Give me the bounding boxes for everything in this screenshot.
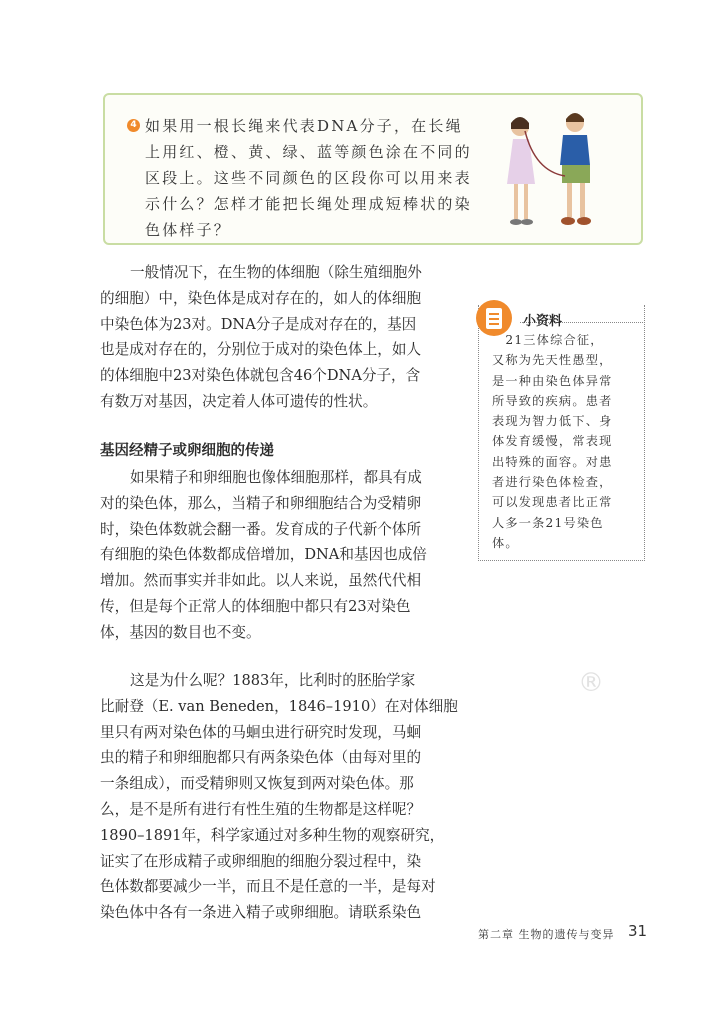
info-line: 所导致的疾病。患者 <box>492 393 613 408</box>
text-line: 有数万对基因，决定着人体可遗传的性状。 <box>100 392 378 410</box>
info-line: 人多一条21号染色 <box>492 515 604 530</box>
text-line: 体，基因的数目也不变。 <box>100 623 261 641</box>
paragraph-2 <box>100 465 470 646</box>
text-line: 时，染色体数就会翻一番。发育成的子代新个体所 <box>100 520 422 538</box>
text-line: 比耐登（E. van Beneden，1846–1910）在对体细胞 <box>100 697 458 715</box>
text-line: 虫的精子和卵细胞都只有两条染色体（由每对里的 <box>100 749 422 767</box>
text-line: 染色体中各有一条进入精子或卵细胞。请联系染色 <box>100 904 422 922</box>
activity-box <box>103 93 643 245</box>
activity-number: 4 <box>127 119 140 132</box>
info-line: 可以发现患者比正常 <box>492 495 613 510</box>
activity-text <box>145 113 472 243</box>
section-heading: 基因经精子或卵细胞的传递 <box>100 443 274 459</box>
text-line: 里只有两对染色体的马蛔虫进行研究时发现，马蛔 <box>100 723 422 741</box>
info-line: 表现为智力低下、身 <box>492 414 613 429</box>
text-line: 的体细胞中23对染色体就包含46个DNA分子，含 <box>100 367 421 385</box>
text-line: 证实了在形成精子或卵细胞的细胞分裂过程中，染 <box>100 852 422 870</box>
text-line: 传，但是每个正常人的体细胞中都只有23对染色 <box>100 597 411 615</box>
info-line: 是一种由染色体异常 <box>492 373 613 388</box>
paragraph-1 <box>100 260 470 415</box>
info-line: 又称为先天性愚型， <box>492 353 613 368</box>
text-line: 1890–1891年，科学家通过对多种生物的观察研究， <box>100 826 445 844</box>
chapter-footer: 第二章 生物的遗传与变异 <box>478 928 615 941</box>
activity-line: 示什么？怎样才能把长绳处理成短棒状的染 <box>145 195 472 213</box>
text-line: 如果精子和卵细胞也像体细胞那样，都具有成 <box>130 469 422 486</box>
text-line: 也是成对存在的，分别位于成对的染色体上，如人 <box>100 341 422 359</box>
text-line: 色体数都要减少一半，而且不是任意的一半，是每对 <box>100 878 436 896</box>
text-line: 对的染色体，那么，当精子和卵细胞结合为受精卵 <box>100 494 422 512</box>
text-line: 有细胞的染色体数都成倍增加，DNA和基因也成倍 <box>100 546 427 564</box>
info-box-title: 小资料 <box>523 314 563 329</box>
text-line: 这是为什么呢？1883年，比利时的胚胎学家 <box>130 672 416 689</box>
text-line: 的细胞）中，染色体是成对存在的，如人的体细胞 <box>100 289 422 307</box>
info-line: 出特殊的面容。对患 <box>492 454 613 469</box>
info-line: 体。 <box>492 535 519 550</box>
activity-line: 色体样子？ <box>145 221 232 239</box>
children-with-rope-illustration <box>495 109 605 233</box>
text-line: 一般情况下，在生物的体细胞（除生殖细胞外 <box>130 264 422 281</box>
activity-line: 上用红、橙、黄、绿、蓝等颜色涂在不同的 <box>145 143 472 161</box>
paragraph-3 <box>100 668 470 926</box>
info-line: 21三体综合征， <box>492 333 604 347</box>
page-number: 31 <box>628 922 648 940</box>
info-line: 者进行染色体检查， <box>492 475 613 490</box>
info-line: 体发育缓慢，常表现 <box>492 434 613 449</box>
activity-line: 如果用一根长绳来代表DNA分子，在长绳 <box>145 117 463 135</box>
activity-line: 区段上。这些不同颜色的区段你可以用来表 <box>145 169 472 187</box>
text-line: 增加。然而事实并非如此。以人来说，虽然代代相 <box>100 572 422 590</box>
text-line: 一条组成），而受精卵则又恢复到两对染色体。那 <box>100 775 414 793</box>
text-line: 中染色体为23对。DNA分子是成对存在的，基因 <box>100 315 417 333</box>
info-box-text <box>492 330 642 553</box>
text-line: 么，是不是所有进行有性生殖的生物都是这样呢？ <box>100 800 422 818</box>
registered-watermark: ® <box>578 668 604 698</box>
